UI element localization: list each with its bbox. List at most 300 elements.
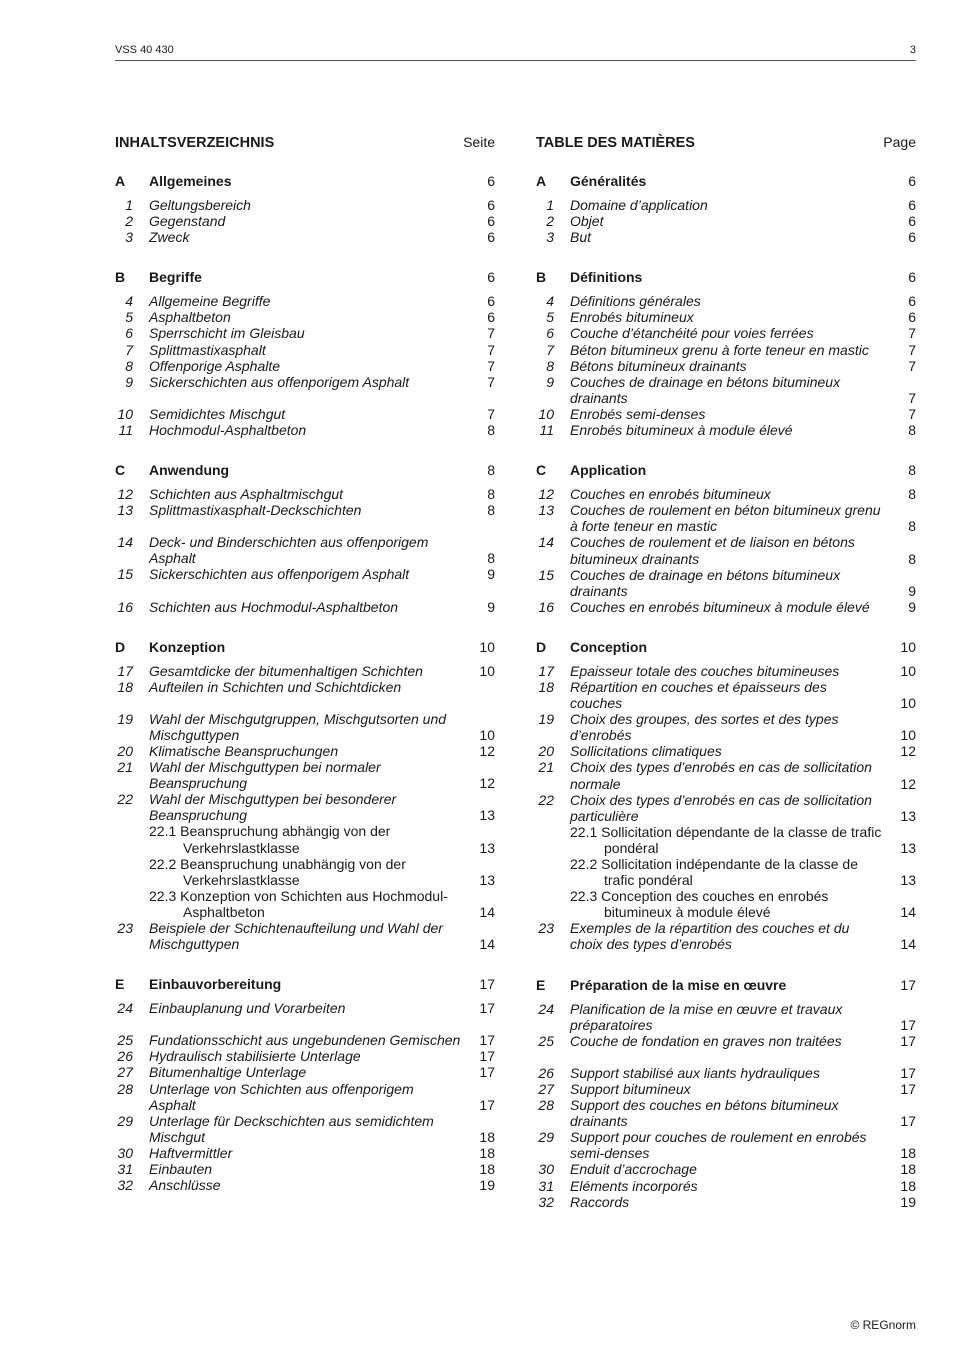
entry-number: 11 xyxy=(118,421,133,438)
page-number: 3 xyxy=(909,44,916,56)
entry-spacer xyxy=(115,695,495,711)
entry-page: 10 xyxy=(900,727,916,744)
entry-page: 14 xyxy=(479,936,495,953)
entry-title: 22.1 Beanspruchung abhängig von der Verkehrslastklasse xyxy=(149,823,391,856)
toc-entry[interactable] xyxy=(536,567,916,599)
entry-page: 8 xyxy=(908,422,916,439)
toc-entry[interactable] xyxy=(536,309,916,325)
entry-number: 16 xyxy=(538,598,554,615)
toc-subentry[interactable] xyxy=(115,856,495,888)
entry-title: Beispiele der Schichtenaufteilung und Wahl der Mischguttypen xyxy=(149,920,443,953)
section-page: 10 xyxy=(479,638,495,655)
entry-title: Support bitumineux xyxy=(570,1080,691,1097)
section-letter: B xyxy=(115,269,126,286)
entry-number: 12 xyxy=(117,486,133,503)
copyright-footer: © REGnorm xyxy=(850,1318,916,1332)
toc-entry[interactable] xyxy=(536,599,916,615)
entry-page: 7 xyxy=(487,325,495,342)
toc-entry[interactable] xyxy=(115,1032,495,1048)
entry-number: 14 xyxy=(117,534,133,551)
toc-entry[interactable] xyxy=(536,486,916,502)
toc-entry[interactable] xyxy=(536,1065,916,1081)
entry-page: 13 xyxy=(479,871,495,888)
entry-title: Einbauten xyxy=(149,1161,213,1178)
toc-entry[interactable] xyxy=(536,422,916,438)
entry-page: 7 xyxy=(908,341,916,358)
section-page: 8 xyxy=(487,462,495,479)
toc-entry[interactable] xyxy=(115,1113,495,1145)
toc-entry[interactable] xyxy=(536,374,916,406)
toc-entry[interactable] xyxy=(115,406,495,422)
entry-page: 6 xyxy=(908,309,916,326)
entry-number: 30 xyxy=(538,1161,554,1178)
entry-page: 8 xyxy=(908,518,916,535)
entry-page: 17 xyxy=(479,1032,495,1049)
toc-entry[interactable] xyxy=(536,213,916,229)
entry-title: Exemples de la répartition des couches et du choix des types d’enrobés xyxy=(570,920,850,953)
entry-number: 32 xyxy=(538,1193,554,1210)
entry-number: 1 xyxy=(546,197,554,213)
entry-title: Support stabilisé aux liants hydrauliques xyxy=(570,1064,820,1081)
toc-entry[interactable] xyxy=(536,1081,916,1097)
section-heading xyxy=(115,639,495,657)
entry-page: 9 xyxy=(487,566,495,583)
entry-number: 13 xyxy=(538,502,554,519)
entry-number: 32 xyxy=(117,1177,133,1194)
toc-entry[interactable] xyxy=(115,1064,495,1080)
entry-title: Définitions générales xyxy=(570,293,701,310)
toc-entry[interactable] xyxy=(115,791,495,823)
toc-entry[interactable] xyxy=(115,1000,495,1016)
entry-title: 22.3 Konzeption von Schichten aus Hochmodul-Asphaltbeton xyxy=(149,887,448,920)
toc-section xyxy=(115,639,495,953)
toc-entry[interactable] xyxy=(115,534,495,566)
document-number: VSS 40 430 xyxy=(115,44,174,56)
entry-number: 12 xyxy=(538,486,554,503)
entry-title: Sperrschicht im Gleisbau xyxy=(149,325,305,342)
entry-page: 17 xyxy=(900,1113,916,1130)
entry-page: 12 xyxy=(900,743,916,760)
entry-number: 20 xyxy=(117,742,133,759)
entry-title: Zweck xyxy=(149,229,190,246)
entry-page: 8 xyxy=(487,502,495,519)
entry-title: Couches de drainage en bétons bitumineux drainants xyxy=(570,373,841,406)
toc-entry[interactable] xyxy=(536,1178,916,1194)
toc-entry[interactable] xyxy=(115,358,495,374)
entry-page: 18 xyxy=(479,1128,495,1145)
entry-page: 6 xyxy=(487,229,495,246)
toc-german xyxy=(115,134,495,1217)
entry-page: 6 xyxy=(487,197,495,213)
entry-title: Unterlage von Schichten aus offenporigem Asphalt xyxy=(149,1080,414,1113)
entry-title: Couches en enrobés bitumineux à module élevé xyxy=(570,598,870,615)
entry-number: 1 xyxy=(125,197,133,213)
section-title: Préparation de la mise en œuvre xyxy=(570,976,787,993)
entry-spacer xyxy=(115,518,495,534)
entry-page: 14 xyxy=(900,904,916,921)
toc-entry[interactable] xyxy=(115,599,495,615)
entry-page: 8 xyxy=(487,421,495,438)
toc-entry[interactable] xyxy=(115,1177,495,1193)
entry-page: 9 xyxy=(487,598,495,615)
toc-entry[interactable] xyxy=(115,920,495,952)
entry-number: 17 xyxy=(538,662,554,679)
section-title: Konzeption xyxy=(149,638,226,655)
toc-entry[interactable] xyxy=(115,197,495,213)
entry-page: 19 xyxy=(479,1177,495,1194)
section-heading xyxy=(536,977,916,995)
toc-entry[interactable] xyxy=(115,213,495,229)
toc-entry[interactable] xyxy=(536,325,916,341)
toc-subentry[interactable] xyxy=(115,823,495,855)
entry-page: 9 xyxy=(908,582,916,599)
entry-page: 18 xyxy=(479,1144,495,1161)
entry-page: 13 xyxy=(900,839,916,856)
toc-entry[interactable] xyxy=(536,1001,916,1033)
toc-entry[interactable] xyxy=(115,309,495,325)
entry-number: 30 xyxy=(117,1144,133,1161)
toc-subentry[interactable] xyxy=(536,888,916,920)
entry-number: 2 xyxy=(546,213,554,230)
entry-title: Wahl der Mischguttypen bei normaler Beanspruchung xyxy=(149,759,381,792)
toc-section xyxy=(115,269,495,438)
section-title: Conception xyxy=(570,638,647,655)
entry-title: Sollicitations climatiques xyxy=(570,743,722,760)
toc-entry[interactable] xyxy=(536,759,916,791)
entry-page: 17 xyxy=(479,1064,495,1081)
entry-page: 13 xyxy=(900,807,916,824)
entry-number: 25 xyxy=(538,1032,554,1049)
entry-title: Geltungsbereich xyxy=(149,197,251,213)
entry-number: 2 xyxy=(125,213,133,230)
toc-section xyxy=(115,173,495,245)
entry-page: 12 xyxy=(900,775,916,792)
section-page: 6 xyxy=(908,173,916,189)
entry-title: Enduit d’accrochage xyxy=(570,1161,697,1178)
toc-french xyxy=(536,134,916,1234)
toc-section xyxy=(536,269,916,438)
entry-number: 7 xyxy=(125,341,133,358)
entry-title: Epaisseur totale des couches bitumineuses xyxy=(570,662,840,679)
toc-entry[interactable] xyxy=(115,566,495,582)
entry-page: 7 xyxy=(487,373,495,390)
entry-page: 7 xyxy=(908,405,916,422)
toc-entry[interactable] xyxy=(115,229,495,245)
entry-title: Splittmastixasphalt-Deckschichten xyxy=(149,502,362,519)
entry-title: Béton bitumineux grenu à forte teneur en mastic xyxy=(570,341,869,358)
entry-number: 19 xyxy=(117,710,133,727)
section-page: 8 xyxy=(908,462,916,479)
entry-title: Gegenstand xyxy=(149,213,226,230)
toc-entry[interactable] xyxy=(536,1161,916,1177)
toc-entry[interactable] xyxy=(115,374,495,390)
section-heading xyxy=(536,269,916,287)
section-heading xyxy=(536,173,916,191)
entry-title: Bitumenhaltige Unterlage xyxy=(149,1064,307,1081)
entry-spacer xyxy=(536,1049,916,1065)
entry-title: Répartition en couches et épaisseurs des couches xyxy=(570,678,827,712)
toc-heading: TABLE DES MATIÈRES xyxy=(536,135,695,151)
entry-number: 15 xyxy=(538,566,554,583)
entry-number: 6 xyxy=(546,325,554,342)
toc-title xyxy=(536,134,916,152)
toc-entry[interactable] xyxy=(536,358,916,374)
entry-page: 8 xyxy=(487,486,495,503)
section-letter: B xyxy=(536,269,547,286)
entry-page: 14 xyxy=(900,936,916,953)
entry-title: 22.1 Sollicitation dépendante de la classe de trafic pondéral xyxy=(570,823,882,856)
toc-entry[interactable] xyxy=(536,1129,916,1161)
entry-title: Enrobés bitumineux xyxy=(570,309,694,326)
entry-page: 7 xyxy=(908,389,916,406)
toc-subentry[interactable] xyxy=(115,888,495,920)
entry-title: 22.2 Sollicitation indépendante de la classe de trafic pondéral xyxy=(570,856,858,889)
toc-entry[interactable] xyxy=(536,229,916,245)
entry-number: 15 xyxy=(117,566,133,583)
entry-number: 9 xyxy=(546,373,554,390)
section-title: Généralités xyxy=(570,173,647,189)
entry-title: Couches de roulement en béton bitumineux grenu à forte teneur en mastic xyxy=(570,502,881,535)
entry-title: Wahl der Mischgutgruppen, Mischgutsorten und Mischguttypen xyxy=(149,710,447,743)
entry-number: 28 xyxy=(538,1097,554,1114)
section-letter: C xyxy=(115,462,126,479)
entry-title: Schichten aus Asphaltmischgut xyxy=(149,486,344,503)
entry-title: Eléments incorporés xyxy=(570,1177,698,1194)
section-page: 6 xyxy=(487,269,495,286)
entry-page: 12 xyxy=(479,742,495,759)
entry-number: 26 xyxy=(117,1048,133,1065)
toc-sections xyxy=(536,173,916,1210)
entry-title: Bétons bitumineux drainants xyxy=(570,357,747,374)
page-column-label: Seite xyxy=(463,134,495,150)
section-letter: C xyxy=(536,462,547,479)
toc-subentry[interactable] xyxy=(536,856,916,888)
entry-title: Splittmastixasphalt xyxy=(149,341,266,358)
toc-entry[interactable] xyxy=(536,342,916,358)
entry-number: 23 xyxy=(538,920,554,937)
entry-title: Choix des groupes, des sortes et des types d’enrobés xyxy=(570,711,839,744)
entry-number: 28 xyxy=(117,1080,133,1097)
entry-title: Offenporige Asphalte xyxy=(149,357,281,374)
entry-spacer xyxy=(115,583,495,599)
entry-number: 3 xyxy=(546,229,554,246)
entry-page: 19 xyxy=(900,1193,916,1210)
entry-page: 8 xyxy=(908,486,916,503)
entry-title: Objet xyxy=(570,213,604,230)
section-letter: D xyxy=(115,638,126,655)
entry-page: 17 xyxy=(479,1000,495,1017)
entry-number: 4 xyxy=(125,293,133,310)
toc-entry[interactable] xyxy=(115,422,495,438)
entry-number: 14 xyxy=(538,534,554,551)
entry-page: 7 xyxy=(487,357,495,374)
entry-page: 18 xyxy=(900,1161,916,1178)
entry-title: 22.2 Beanspruchung unabhängig von der Verkehrslastklasse xyxy=(149,855,406,888)
entry-number: 21 xyxy=(538,759,554,776)
toc-entry[interactable] xyxy=(536,406,916,422)
entry-title: Gesamtdicke der bitumenhaltigen Schichten xyxy=(149,662,423,679)
entry-title: Allgemeine Begriffe xyxy=(149,293,271,310)
entry-number: 11 xyxy=(539,422,554,439)
toc-entry[interactable] xyxy=(536,920,916,952)
entry-title: Support des couches en bétons bitumineux drainants xyxy=(570,1097,839,1130)
section-letter: A xyxy=(536,173,547,189)
toc-entry[interactable] xyxy=(115,502,495,518)
toc-heading: INHALTSVERZEICHNIS xyxy=(115,135,275,151)
entry-title: Enrobés semi-denses xyxy=(570,405,706,422)
entry-title: Couches de drainage en bétons bitumineux drainants xyxy=(570,566,841,599)
section-title: Begriffe xyxy=(149,269,202,286)
toc-entry[interactable] xyxy=(536,792,916,824)
toc-entry[interactable] xyxy=(115,663,495,679)
entry-number: 31 xyxy=(538,1177,554,1194)
toc-entry[interactable] xyxy=(115,743,495,759)
entry-spacer xyxy=(115,1016,495,1032)
entry-page: 14 xyxy=(479,903,495,920)
entry-title: Choix des types d’enrobés en cas de sollicitation normale xyxy=(570,759,872,792)
toc-entry[interactable] xyxy=(536,743,916,759)
entry-title: Raccords xyxy=(570,1193,630,1210)
entry-number: 22 xyxy=(117,791,133,808)
toc-section xyxy=(115,976,495,1193)
entry-page: 18 xyxy=(900,1145,916,1162)
entry-page: 13 xyxy=(479,839,495,856)
entry-number: 26 xyxy=(538,1064,554,1081)
toc-section xyxy=(536,462,916,615)
entry-number: 18 xyxy=(117,678,133,695)
toc-entry[interactable] xyxy=(115,1048,495,1064)
entry-number: 17 xyxy=(117,662,133,679)
entry-number: 4 xyxy=(546,293,554,310)
entry-number: 27 xyxy=(538,1080,554,1097)
entry-page: 7 xyxy=(487,341,495,358)
entry-title: Couche d’étanchéité pour voies ferrées xyxy=(570,325,814,342)
entry-number: 6 xyxy=(125,325,133,342)
toc-entry[interactable] xyxy=(536,663,916,679)
entry-page: 10 xyxy=(900,662,916,679)
entry-number: 5 xyxy=(546,309,554,326)
entry-number: 24 xyxy=(117,1000,133,1017)
entry-page: 17 xyxy=(479,1048,495,1065)
section-letter: D xyxy=(536,638,547,655)
entry-page: 17 xyxy=(900,1064,916,1081)
section-heading xyxy=(115,976,495,994)
toc-entry[interactable] xyxy=(536,197,916,213)
entry-page: 10 xyxy=(900,695,916,712)
entry-page: 17 xyxy=(900,1016,916,1033)
toc-entry[interactable] xyxy=(536,502,916,534)
entry-title: Couche de fondation en graves non traitées xyxy=(570,1032,842,1049)
entry-spacer xyxy=(115,390,495,406)
toc-entry[interactable] xyxy=(536,293,916,309)
entry-page: 7 xyxy=(487,405,495,422)
entry-title: 22.3 Conception des couches en enrobés bitumineux à module élevé xyxy=(570,888,829,921)
toc-entry[interactable] xyxy=(115,1145,495,1161)
entry-page: 6 xyxy=(487,309,495,326)
entry-title: Domaine d’application xyxy=(570,197,708,213)
toc-entry[interactable] xyxy=(115,759,495,791)
section-letter: E xyxy=(115,976,125,993)
section-letter: E xyxy=(536,976,546,993)
toc-sections xyxy=(115,173,495,1193)
section-heading xyxy=(115,269,495,287)
section-page: 17 xyxy=(900,976,916,993)
toc-title xyxy=(115,134,495,152)
toc-entry[interactable] xyxy=(115,679,495,695)
section-title: Anwendung xyxy=(149,462,230,479)
entry-page: 13 xyxy=(479,807,495,824)
toc-entry[interactable] xyxy=(115,711,495,743)
entry-number: 27 xyxy=(117,1064,133,1081)
toc-entry[interactable] xyxy=(536,1097,916,1129)
entry-number: 29 xyxy=(117,1112,133,1129)
toc-entry[interactable] xyxy=(115,1081,495,1113)
entry-number: 5 xyxy=(125,309,133,326)
entry-page: 7 xyxy=(908,325,916,342)
section-letter: A xyxy=(115,173,126,189)
entry-number: 10 xyxy=(117,405,133,422)
toc-entry[interactable] xyxy=(115,342,495,358)
toc-entry[interactable] xyxy=(536,534,916,566)
entry-title: Support pour couches de roulement en enrobés semi-denses xyxy=(570,1129,867,1162)
toc-section xyxy=(536,173,916,245)
entry-number: 18 xyxy=(538,678,554,695)
toc-entry[interactable] xyxy=(536,1194,916,1210)
entry-page: 8 xyxy=(487,550,495,567)
section-title: Application xyxy=(570,462,647,479)
section-page: 6 xyxy=(487,173,495,189)
entry-title: Fundationsschicht aus ungebundenen Gemischen xyxy=(149,1032,461,1049)
entry-title: Hydraulisch stabilisierte Unterlage xyxy=(149,1048,361,1065)
toc-entry[interactable] xyxy=(536,1033,916,1049)
toc-entry[interactable] xyxy=(115,293,495,309)
entry-number: 24 xyxy=(538,1000,554,1017)
page-header xyxy=(115,44,916,61)
entry-number: 16 xyxy=(117,598,133,615)
entry-title: Schichten aus Hochmodul-Asphaltbeton xyxy=(149,598,399,615)
entry-title: But xyxy=(570,229,592,246)
entry-title: Asphaltbeton xyxy=(149,309,231,326)
entry-page: 18 xyxy=(479,1161,495,1178)
entry-number: 29 xyxy=(538,1129,554,1146)
toc-entry[interactable] xyxy=(536,679,916,711)
entry-number: 23 xyxy=(117,920,133,936)
entry-title: Hochmodul-Asphaltbeton xyxy=(149,421,307,438)
toc-entry[interactable] xyxy=(115,325,495,341)
entry-title: Klimatische Beanspruchungen xyxy=(149,742,339,759)
section-page: 17 xyxy=(479,976,495,993)
section-title: Définitions xyxy=(570,269,643,286)
entry-page: 17 xyxy=(900,1080,916,1097)
entry-number: 22 xyxy=(538,791,554,808)
entry-page: 10 xyxy=(479,726,495,743)
section-title: Allgemeines xyxy=(149,173,232,189)
toc-subentry[interactable] xyxy=(536,824,916,856)
entry-page: 8 xyxy=(908,550,916,567)
entry-page: 6 xyxy=(908,197,916,213)
entry-number: 3 xyxy=(125,229,133,246)
entry-page: 6 xyxy=(487,213,495,230)
entry-title: Sickerschichten aus offenporigem Asphalt xyxy=(149,373,410,390)
entry-number: 13 xyxy=(117,502,133,519)
entry-number: 20 xyxy=(538,743,554,760)
toc-entry[interactable] xyxy=(536,711,916,743)
toc-entry[interactable] xyxy=(115,1161,495,1177)
section-page: 10 xyxy=(900,638,916,655)
toc-entry[interactable] xyxy=(115,486,495,502)
entry-number: 31 xyxy=(117,1161,133,1178)
entry-page: 9 xyxy=(908,598,916,615)
